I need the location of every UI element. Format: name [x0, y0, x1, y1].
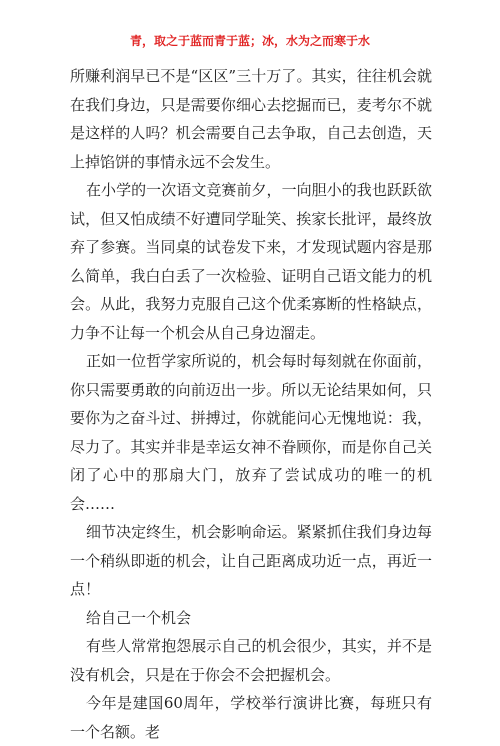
paragraph: 今年是建国60周年，学校举行演讲比赛，每班只有一个名额。老 — [70, 694, 432, 741]
paragraph: 有些人常常抱怨展示自己的机会很少，其实，并不是没有机会，只是在于你会不会把握机会。 — [70, 637, 432, 684]
paragraph: 细节决定终生，机会影响命运。紧紧抓住我们身边每一个稍纵即逝的机会，让自己距离成功近一点，再近一点！ — [70, 523, 432, 598]
section-heading: 给自己一个机会 — [86, 608, 192, 627]
paragraph: 在小学的一次语文竞赛前夕，一向胆小的我也跃跃欲试，但又怕成绩不好遭同学耻笑、挨家长批评，最终放弃了参赛。当同桌的试卷发下来，才发现试题内容是那么简单，我白白丢了一次检验、证明自己语文能力的机会。从此，我努力克服自己这个优柔寡断的性格缺点，力争不让每一个机会从自己身边溜走。 — [70, 181, 432, 342]
paragraph: 所赚利润早已不是“区区”三十万了。其实，往往机会就在我们身边，只是需要你细心去挖掘而已，麦考尔不就是这样的人吗？机会需要自己去争取，自己去创造，天上掉馅饼的事情永远不会发生。 — [70, 67, 432, 171]
page-header-title: 青，取之于蓝而青于蓝；冰，水为之而寒于水 — [129, 34, 370, 48]
paragraph: 正如一位哲学家所说的，机会每时每刻就在你面前，你只需要勇敢的向前迈出一步。所以无论结果如何，只要你为之奋斗过、拼搏过，你就能问心无愧地说：我，尽力了。其实并非是幸运女神不眷顾你，而是你自己关闭了心中的那扇大门，放弃了尝试成功的唯一的机会…… — [70, 352, 432, 513]
article-body — [70, 62, 432, 741]
